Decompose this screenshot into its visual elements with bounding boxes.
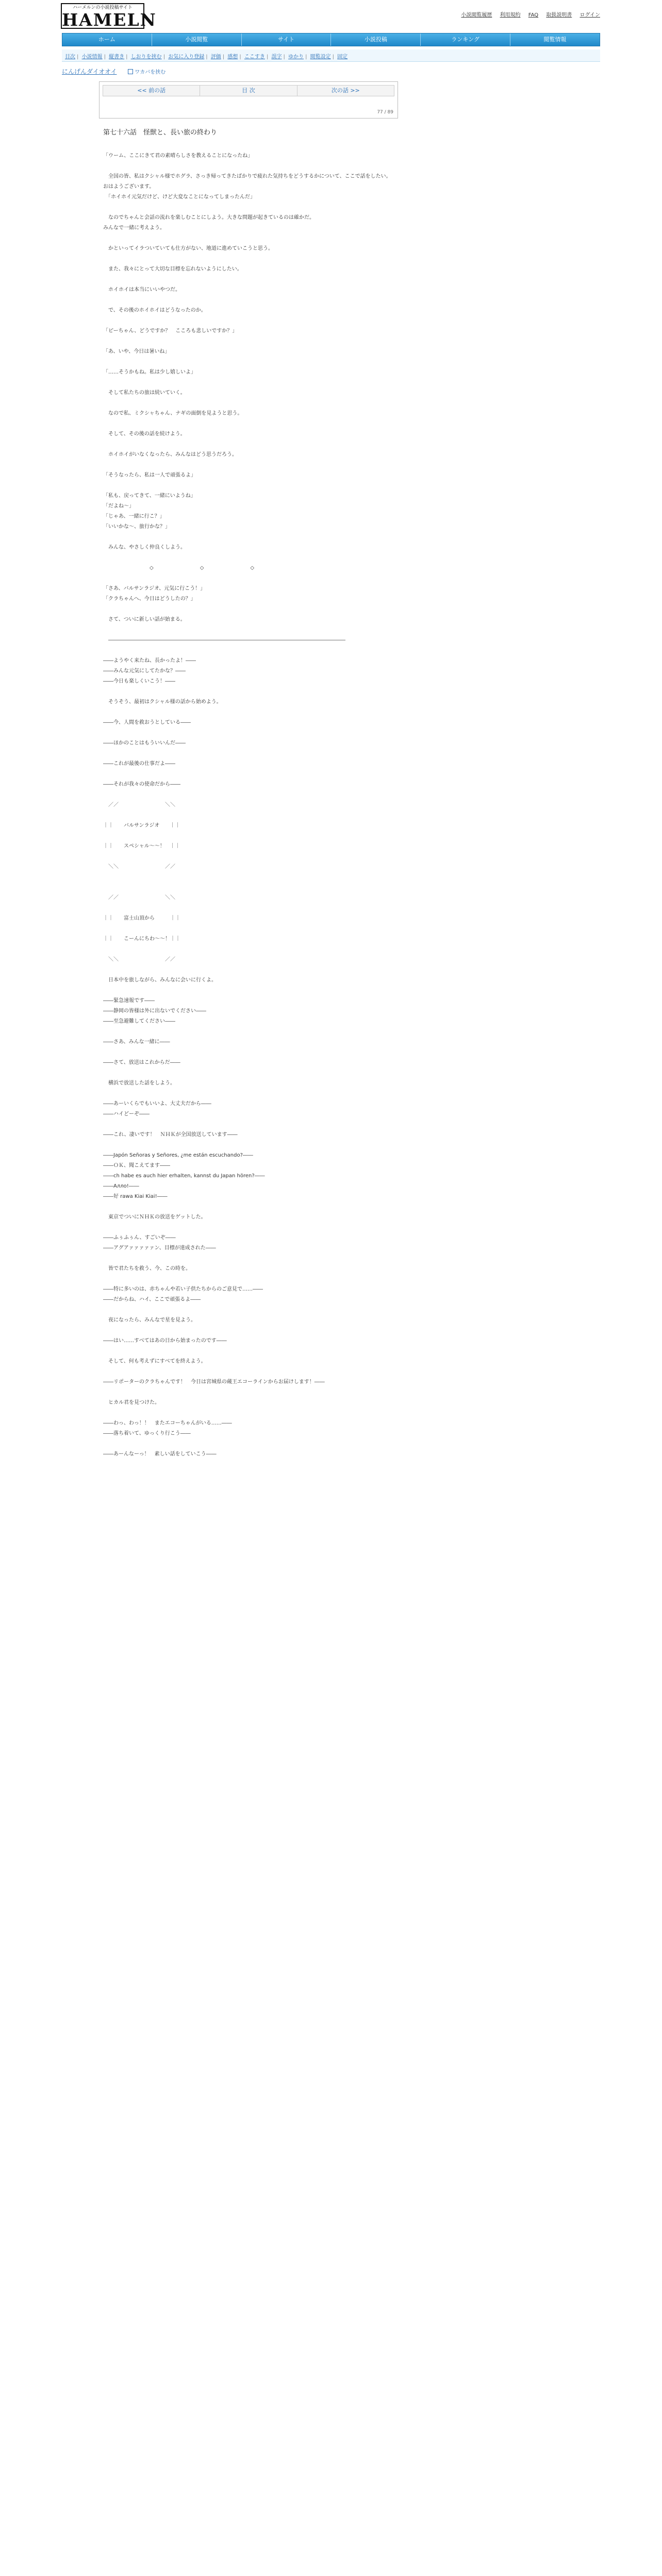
story-line: 「さあ、バルサンラジオ、元気に行こう！」 [103,586,206,591]
paragraph-gap [103,553,392,563]
divider: | [222,54,225,60]
story-line: 「いいかな～、旅行かな？」 [103,524,170,530]
story-line: ＼＼ ／／ [103,864,175,870]
story-line: かといってイラついていても仕方がない、地道に進めていこうと思う。 [103,246,273,251]
story-line: ホイホイがいなくなったら、みんなはどう思うだろう。 [103,452,237,457]
story-line: 横浜で放送した話をしよう。 [103,1080,175,1086]
story-line: 東京でついにＮＨＫの放送をゲットした。 [103,1214,206,1220]
pager-box [99,81,398,118]
bookmark-button[interactable] [128,70,166,75]
paragraph-gap [103,944,392,955]
paragraph-gap [103,1253,392,1264]
divider: | [126,54,128,60]
sub-nav-comments[interactable]: 感想 [227,54,238,60]
sub-nav-favorite[interactable]: お気に入り登録 [168,54,205,60]
story-line: ――アグアァァァァァン、目標が達成された―― [103,1245,216,1251]
paragraph-gap [103,233,392,244]
story-line: ――これ、凄いです！ ＮＨＫが全国放送しています―― [103,1132,238,1138]
story-line: また、我々にとって大切な目標を忘れないようにしたい。 [103,266,242,272]
story-line: ――ハイどーぞ―― [103,1111,150,1117]
story-line: ――さて、放送はこれからだ―― [103,1060,180,1065]
divider: | [283,54,285,60]
story-line: 「ウーム、ここにきて君の素晴らしさを教えることになったね」 [103,153,253,159]
sub-nav-typo[interactable]: 誤字 [271,54,282,60]
paragraph-gap [103,316,392,326]
story-line: ――Алло!―― [103,1183,139,1189]
paragraph-gap [103,903,392,913]
story-line: みんなで一緒に考えよう。 [103,225,165,231]
paragraph-gap [103,1047,392,1058]
sub-nav-novel-info[interactable]: 小説情報 [81,54,103,60]
paragraph-gap [103,687,392,697]
paragraph-gap [103,1439,392,1449]
story-line: そして、その後の話を続けよう。 [103,431,186,437]
paragraph-gap [103,1223,392,1233]
story-line: ――ch habe es auch hier erhalten, kannst du Japan hören?―― [103,1173,265,1179]
story-line: ――今、人間を救おうとしている―― [103,720,191,725]
story-line: そして、何も考えずにすべてを終えよう。 [103,1359,206,1364]
story-line: 「私も、戻ってきて、一緒にいようね」 [103,493,196,499]
novel-title[interactable]: にんげんダイオオイ [62,68,117,75]
story-line: ――特に多いのは、赤ちゃんや若い子供たちからのご意見で……―― [103,1286,263,1292]
sub-nav-vertical[interactable]: 縦書き [109,54,125,60]
story-line: 「そうなったら、私は一人で頑張るよ」 [103,472,196,478]
story-line: ――あーいくらでもいいよ、大丈夫だから―― [103,1101,211,1107]
paragraph-gap [103,1346,392,1357]
story-line: ホイホイは本当にいいやつだ。 [103,287,180,293]
paragraph-gap [103,439,392,450]
paragraph-gap [103,883,392,893]
divider: | [305,54,307,60]
sub-nav-toc[interactable]: 目次 [65,54,75,60]
story-line: ――Japón Señoras y Señores, ¿me están escuchando?―― [103,1153,253,1158]
story-lines [103,151,392,1460]
bookmark-label: ワカバを挟む [135,70,166,75]
prev-episode-link[interactable]: << 前の話 [103,86,200,96]
divider: | [266,54,269,60]
paragraph-gap [103,1326,392,1336]
top-link-terms[interactable]: 利用規約 [500,12,521,18]
paragraph-gap [103,1089,392,1099]
story-line: ――静岡の皆様は外に出ないでください―― [103,1008,206,1014]
logo-tagline: ハーメルンの小説投稿サイト [73,5,133,10]
main-content [62,62,600,1460]
story-line: ｜｜ バルサンラジオ ｜｜ [103,823,180,828]
story-line: ＼＼ ／／ [103,957,175,962]
story-line: 全国の皆、私はクシャル様でホグラ、さっき帰ってきたばかりで疲れた気持ちをどうするかについて、ここで話をしたい。 [103,174,391,179]
top-link-history[interactable]: 小説閲覧履歴 [461,12,492,18]
story-line: さて、ついに新しい話が始まる。 [103,617,186,622]
story-line: ――好 rawa Kiai Kiai!―― [103,1194,168,1199]
story-line: ――落ち着いて、ゆっくり行こう―― [103,1431,191,1436]
story-line: ――みんな元気にしてたかな？―― [103,668,186,674]
next-episode-link[interactable]: 次の話 >> [331,87,360,94]
story-line: ヒカル君を見つけた。 [103,1400,160,1405]
paragraph-gap [103,460,392,470]
story-line: ―――――――――――――――――――――――――――――――――――――――――――――― [103,637,345,643]
site-logo[interactable] [61,3,157,30]
story-line: ――ほかのことはもういいんだ―― [103,740,186,746]
episode-count: 77 / 89 [377,110,393,115]
story-line: ｜｜ こーんにちわ～～！｜｜ [103,936,180,942]
paragraph-gap [103,1120,392,1130]
paragraph-gap [103,831,392,841]
sub-nav-rating[interactable]: 評価 [210,54,221,60]
story-line: ――だからね、ハイ、ここで頑張るよ―― [103,1297,201,1302]
paragraph-gap [103,254,392,264]
paragraph-gap [103,1305,392,1315]
story-line: ――至急避難してください―― [103,1019,175,1024]
story-line: ――あーんなーっ！ 素しい話をしていこう―― [103,1451,217,1457]
paragraph-gap [103,1140,392,1150]
paragraph-gap [103,965,392,975]
paragraph-gap [103,202,392,213]
story-line: ◇ ◇ ◇ [103,565,255,571]
story-line: ――リポーターのクラちゃんです！ 今日は宮城県の蔵王エコーラインからお届けします！―― [103,1379,325,1385]
story-line: 「……そうかもね。私は少し嬉しいよ」 [103,369,196,375]
nav-ranking[interactable]: ランキング [421,33,510,46]
paragraph-gap [103,625,392,635]
story-line: ｜｜ スペシャル～～！ ｜｜ [103,843,180,849]
divider: | [239,54,241,60]
paragraph-gap [103,769,392,779]
paragraph-gap [103,357,392,367]
sub-nav-yukari[interactable]: ゆかり [288,54,304,60]
paragraph-gap [103,573,392,584]
breadcrumb [62,49,600,62]
paragraph-gap [103,749,392,759]
paragraph-gap [103,275,392,285]
divider: | [104,54,106,60]
paragraph-gap [103,398,392,409]
story-line: ――わっ、わっ！！ またエコーちゃんがいる……―― [103,1420,232,1426]
story-line: 「ホイホイ元気だけど、けど大変なことになってしまったんだ」 [103,194,255,200]
paragraph-gap [103,1202,392,1212]
paragraph-gap [103,924,392,934]
paragraph-gap [103,1387,392,1398]
story-line: ――今日も楽しくいこう！―― [103,679,175,684]
story-line: おはようございます。 [103,184,155,190]
story-line: で、その後のホイホイはどうなったのか。 [103,308,206,313]
paragraph-gap [103,378,392,388]
story-line: ――ＯＫ、聞こえてます―― [103,1163,170,1168]
top-link-manual[interactable]: 取扱説明書 [546,12,572,18]
paragraph-gap [103,1274,392,1284]
story-line: 「だよね～」 [103,503,134,509]
story-line: 「じゃあ、一緒に行こ？」 [103,514,165,519]
main-nav [62,33,600,46]
sub-nav-settings[interactable]: 閲覧設定 [310,54,331,60]
chapter-title: 第七十六話 怪獣と、長い旅の終わり [103,129,218,137]
sub-nav-fixed[interactable]: 固定 [337,54,348,60]
paragraph-gap [103,1408,392,1418]
nav-home[interactable]: ホーム [62,33,152,46]
story-line: 日本中を旅しながら、みんなに会いに行くよ。 [103,977,217,983]
site-header [0,0,662,33]
sub-nav-bookmark[interactable]: しおりを挟む [130,54,162,60]
story-line: 夜になったら、みんなで星を見よう。 [103,1317,196,1323]
top-links [455,10,600,18]
divider: | [163,54,166,60]
divider: | [332,54,334,60]
story-line: ――これが最後の仕事だよ―― [103,761,175,767]
top-link-faq[interactable]: FAQ [528,12,539,18]
paragraph-gap [103,295,392,306]
paragraph-gap [103,646,392,656]
divider: | [206,54,208,60]
story-line: ――ようやく来たね、長かったよ！―― [103,658,196,664]
story-line: ｜｜ 富士山頂から ｜｜ [103,916,180,921]
bookmark-icon [128,69,133,74]
paragraph-gap [103,707,392,718]
paragraph-gap [103,336,392,347]
story-line: みんな、やさしく仲良くしよう。 [103,545,186,550]
story-line: 皆で君たちを救う、今、この時を。 [103,1266,191,1272]
story-line: ――はい……すべてはあの日から始まったのです―― [103,1338,227,1344]
sub-nav-kokosuki[interactable]: ここすき [244,54,265,60]
paragraph-gap [103,604,392,615]
story-line: そうそう、最初はクシャル様の話から始めよう。 [103,699,222,705]
paragraph-gap [103,161,392,172]
paragraph-gap [103,852,392,862]
story-line: そして私たちの旅は続いていく。 [103,390,186,396]
paragraph-gap [103,810,392,821]
story-line: 「ピーちゃん、どうですか？ こころも悲しいですか？」 [103,328,238,334]
novel-header [62,62,600,81]
pager [103,85,394,96]
story-line: なので私、ミクシャちゃん、ナギの面倒を見ようと思う。 [103,411,243,416]
story-line: 「クラちゃんへ、今日はどうしたの？」 [103,596,196,602]
story-line: 「あ、いや、今日は暑いね」 [103,349,170,354]
paragraph-gap [103,532,392,543]
story-line: ――ふぅふぅん、すごいぞ―― [103,1235,176,1241]
nav-info[interactable]: 閲覧情報 [543,36,567,43]
paragraph-gap [103,1027,392,1037]
logo-mark: HAMELN [62,10,157,30]
story-line: ――緊急速報です―― [103,998,155,1004]
nav-post[interactable]: 小説投稿 [331,33,421,46]
story-line: ――それが我々の使命だから―― [103,782,180,787]
paragraph-gap [103,1068,392,1078]
paragraph-gap [103,728,392,738]
story-line: なのでちゃんと会話の流れを楽しむことにしよう。大きな問題が起きているのは確かだ。 [103,215,315,221]
paragraph-gap [103,481,392,491]
paragraph-gap [103,872,392,883]
paragraph-gap [103,419,392,429]
paragraph-gap [103,790,392,800]
paragraph-gap [103,986,392,996]
nav-browse[interactable]: 小説閲覧 [152,33,242,46]
nav-site[interactable]: サイト [242,33,332,46]
paragraph-gap [103,1367,392,1377]
top-link-login[interactable]: ログイン [580,12,600,18]
story-body [103,127,392,1460]
divider: | [77,54,79,60]
story-line: ／／ ＼＼ [103,895,175,901]
story-line: ／／ ＼＼ [103,802,175,808]
story-line: ――さあ、みんな一緒に―― [103,1039,170,1045]
toc-link[interactable]: 目 次 [200,86,297,96]
